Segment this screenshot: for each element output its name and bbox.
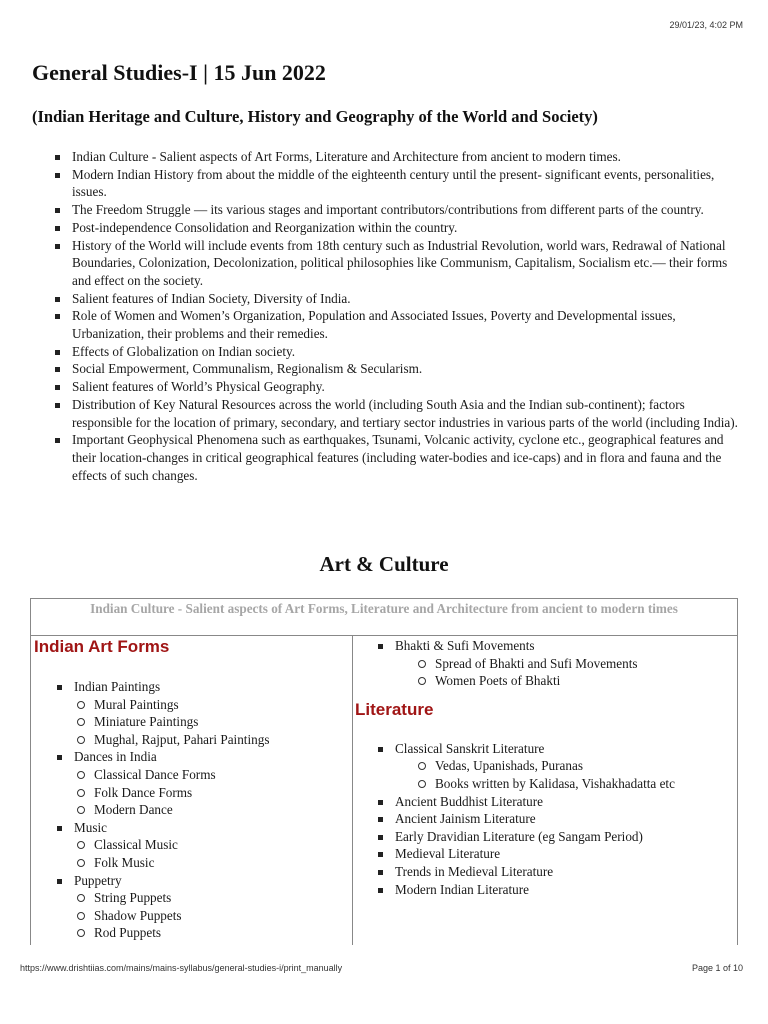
list-item: Books written by Kalidasa, Vishakhadatta etc	[415, 775, 737, 793]
list-item: Shadow Puppets	[74, 907, 352, 925]
art-culture-table	[30, 598, 738, 945]
syllabus-item: Role of Women and Women’s Organization, Population and Associated Issues, Poverty and Developmental issues, Urbanization, their problems and their remedies.	[52, 307, 742, 342]
table-column-art-forms	[31, 636, 353, 945]
syllabus-item: Social Empowerment, Communalism, Regionalism & Secularism.	[52, 360, 742, 378]
list-item: Classical Dance Forms	[74, 766, 352, 784]
sublist	[415, 655, 737, 690]
sublist	[74, 696, 352, 749]
list-item: Mughal, Rajput, Pahari Paintings	[74, 731, 352, 749]
list-item: Ancient Jainism Literature	[373, 810, 737, 828]
list-item-label: Puppetry	[74, 872, 122, 888]
table-column-bhakti-literature	[353, 636, 737, 945]
list-item: Vedas, Upanishads, Puranas	[415, 757, 737, 775]
syllabus-item: Indian Culture - Salient aspects of Art Forms, Literature and Architecture from ancient to modern times.	[52, 148, 742, 166]
list-item: Mural Paintings	[74, 696, 352, 714]
syllabus-item: Important Geophysical Phenomena such as earthquakes, Tsunami, Volcanic activity, cyclone etc., geographical features and their location-changes in critical geographical features (including water-bodies and ice-caps) and in flora and fauna and the effects of such changes.	[52, 431, 742, 484]
syllabus-item: Distribution of Key Natural Resources across the world (including South Asia and the Indian sub-continent); factors responsible for the location of primary, secondary, and tertiary sector industries in various parts of the world (including India).	[52, 396, 742, 431]
syllabus-item: Effects of Globalization on Indian society.	[52, 343, 742, 361]
bhakti-list	[373, 637, 737, 690]
syllabus-item: Salient features of Indian Society, Diversity of India.	[52, 290, 742, 308]
list-item-music	[52, 819, 352, 872]
list-item-label: Classical Sanskrit Literature	[395, 740, 545, 756]
list-item: Medieval Literature	[373, 845, 737, 863]
list-item-puppetry	[52, 872, 352, 942]
page-title: General Studies-I | 15 Jun 2022	[32, 60, 326, 85]
heading-literature: Literature	[355, 699, 434, 719]
sublist	[74, 836, 352, 871]
list-item-dances	[52, 748, 352, 818]
sublist	[415, 757, 737, 792]
heading-indian-art-forms: Indian Art Forms	[34, 637, 170, 656]
list-item: Women Poets of Bhakti	[415, 672, 737, 690]
print-footer-url: https://www.drishtiias.com/mains/mains-syllabus/general-studies-i/print_manually	[20, 963, 343, 973]
art-forms-list	[52, 678, 352, 942]
syllabus-list	[52, 148, 742, 484]
print-timestamp: 29/01/23, 4:02 PM	[669, 20, 743, 30]
print-footer-page-number: Page 1 of 10	[691, 963, 743, 973]
list-item-label: Music	[74, 819, 107, 835]
list-item-indian-paintings	[52, 678, 352, 748]
syllabus-item: The Freedom Struggle — its various stages and important contributors/contributions from different parts of the country.	[52, 201, 742, 219]
list-item: Rod Puppets	[74, 924, 352, 942]
list-item: Modern Indian Literature	[373, 881, 737, 899]
sublist	[74, 766, 352, 819]
table-caption: Indian Culture - Salient aspects of Art Forms, Literature and Architecture from ancient to modern times	[31, 599, 737, 636]
list-item: Miniature Paintings	[74, 713, 352, 731]
sublist	[74, 889, 352, 942]
list-item: Folk Dance Forms	[74, 784, 352, 802]
list-item: Ancient Buddhist Literature	[373, 793, 737, 811]
literature-list	[373, 740, 737, 898]
section-heading-art-culture: Art & Culture	[319, 552, 449, 576]
list-item	[373, 740, 737, 793]
list-item-label: Bhakti & Sufi Movements	[395, 638, 535, 653]
syllabus-item: Modern Indian History from about the middle of the eighteenth century until the present- significant events, personalities, issues.	[52, 166, 742, 201]
syllabus-item: History of the World will include events from 18th century such as Industrial Revolution, world wars, Redrawal of National Boundaries, Colonization, Decolonization, political philosophies like Communism, Capitalism, Socialism etc.— their forms and effect on the society.	[52, 237, 742, 290]
list-item: Trends in Medieval Literature	[373, 863, 737, 881]
list-item-label: Dances in India	[74, 749, 157, 765]
list-item: String Puppets	[74, 889, 352, 907]
list-item-label: Indian Paintings	[74, 679, 161, 694]
list-item: Folk Music	[74, 854, 352, 872]
list-item: Classical Music	[74, 836, 352, 854]
page-subtitle: (Indian Heritage and Culture, History and Geography of the World and Society)	[32, 107, 598, 126]
list-item-bhakti-sufi	[373, 637, 737, 690]
list-item: Spread of Bhakti and Sufi Movements	[415, 655, 737, 673]
syllabus-item: Salient features of World’s Physical Geography.	[52, 378, 742, 396]
syllabus-item: Post-independence Consolidation and Reorganization within the country.	[52, 219, 742, 237]
list-item: Early Dravidian Literature (eg Sangam Period)	[373, 828, 737, 846]
list-item: Modern Dance	[74, 801, 352, 819]
